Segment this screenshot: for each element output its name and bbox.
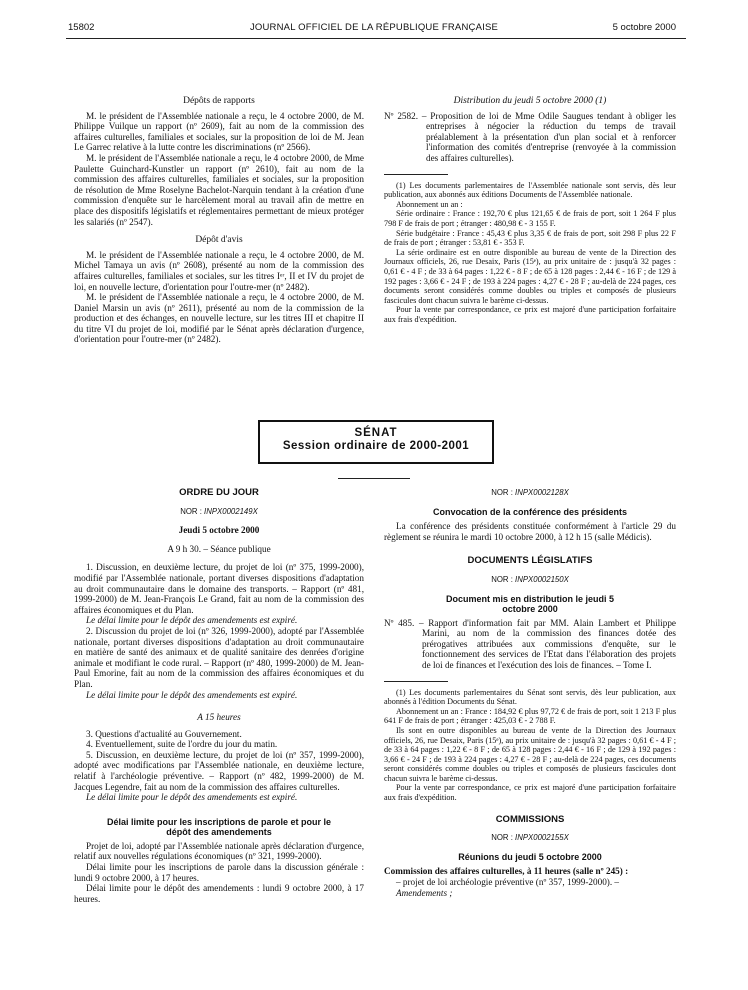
nor-reference: NOR : INPX0002150X (491, 574, 569, 584)
distribution-item: Nº 2582. – Proposition de loi de Mme Odile Saugues tendant à obliger les entreprises à négocier la réduction du temps de travail préalablement à la présentation d'un plan social et à renforcer l'information des comités d'entreprise (renvoyée à la commission des affaires culturelles). (384, 110, 676, 163)
page-number: 15802 (68, 22, 95, 33)
delai-note: Le délai limite pour le dépôt des amendements est expiré. (86, 689, 298, 700)
agenda-item: 4. Eventuellement, suite de l'ordre du jour du matin. (86, 739, 278, 750)
footnote-rule (384, 174, 448, 175)
footnote-line: La série ordinaire est en outre disponible au bureau de vente de la Direction des Journaux officiels, 26, rue Desaix, Paris (15ᵉ), au prix unitaire de : jusqu'à 32 pages : 0,61 € - 4 F ; de 33 à 64 pages : 1,22 € - 8 F ; de 65 à 128 pages : 2,44 € - 16 F ; de 129 à 192 pages : 3,66 € - 24 F ; de 193 à 224 pages : 4,27 € - 28 F ; au-delà de 224 pages, ces documents seront considérés comme doubles ou triples et composés de plusieurs fascicules dont chacun suivra le barème ci-dessus. (384, 247, 676, 305)
header-rule (66, 38, 686, 39)
convocation-text: La conférence des présidents constituée conformément à l'article 29 du règlement se réunira le mardi 10 octobre 2000, à 12 h 15 (salle Médicis). (384, 521, 676, 542)
delai-amendements: Délai limite pour le dépôt des amendements : lundi 9 octobre 2000, à 17 heures. (74, 883, 364, 904)
footnote-line: Abonnement un an : France : 184,92 € plus 97,72 € de frais de port, soit 1 213 F plus 641 F de frais de port ; étranger : 425,03 € - 2 788 F. (384, 706, 676, 726)
agenda-item: 2. Discussion du projet de loi (nº 326, 1999-2000), adopté par l'Assemblée nationale, portant diverses dispositions d'adaptation au droit communautaire en matière de santé des animaux et de qualité sanitaire des denrées d'origine animale et modifiant le code rural. – Rapport (nº 480, 1999-2000) de M. Jean-Paul Emorine, fait au nom de la commission des affaires économiques et du Plan. (74, 625, 364, 689)
delai-note: Le délai limite pour le dépôt des amendements est expiré. (86, 615, 298, 626)
commission-item: – projet de loi archéologie préventive (nº 357, 1999-2000). – (396, 877, 620, 888)
ordre-du-jour-heading: ORDRE DU JOUR (179, 487, 259, 498)
footnote-line: (1) Les documents parlementaires du Sénat sont servis, dès leur publication, aux abonnés à l'édition Documents du Sénat. (384, 687, 676, 707)
convocation-heading: Convocation de la conférence des présidents (432, 506, 628, 517)
reunions-heading: Réunions du jeudi 5 octobre 2000 (458, 851, 602, 862)
report-paragraph: M. le président de l'Assemblée nationale a reçu, le 4 octobre 2000, de M. Philippe Vuilque un rapport (nº 2609), fait au nom de la commission des affaires culturelles, familiales et sociales, sur la proposition de loi de M. Jean Le Garrec relative à la lutte contre les discriminations (nº 2566). (74, 110, 364, 153)
session-time: A 9 h 30. – Séance publique (167, 543, 271, 554)
document-heading: Document mis en distribution le jeudi 5 octobre 2000 (445, 593, 615, 614)
section-rule (338, 478, 410, 479)
day-heading: Jeudi 5 octobre 2000 (178, 525, 260, 536)
agenda-item: 3. Questions d'actualité au Gouvernement. (86, 728, 242, 739)
agenda-item: 5. Discussion, en deuxième lecture, du projet de loi (nº 357, 1999-2000), adopté avec modifications par l'Assemblée nationale, en deuxième lecture, relatif à l'archéologie préventive. – Rapport (nº 482, 1999-2000) de M. Jacques Legendre, fait au nom de la commission des affaires culturelles. (74, 749, 364, 792)
document-item: Nº 485. – Rapport d'information fait par MM. Alain Lambert et Philippe Marini, au nom de la commission des finances dotée des prérogatives attribuées aux commissions d'enquête, sur le fonctionnement des services de l'Etat dans l'élaboration des projets de loi de finances et l'exécution des lois de finances. – Tome I. (384, 617, 676, 670)
footnote-line: Pour la vente par correspondance, ce prix est majoré d'une participation forfaitaire aux frais d'expédition. (384, 783, 676, 803)
commission-line: Commission des affaires culturelles, à 11 heures (salle nº 245) : (384, 866, 629, 877)
senat-title-box (258, 420, 494, 464)
nor-reference: NOR : INPX0002155X (491, 833, 569, 843)
footnote-line: Série ordinaire : France : 192,70 € plus 121,65 € de frais de port, soit 1 264 F plus 798 F de frais de port ; étranger : 480,98 € - 3 155 F. (384, 209, 676, 228)
reports-heading: Dépôts de rapports (183, 96, 255, 106)
left-bottom-column (74, 488, 364, 904)
left-top-column (74, 90, 364, 345)
delai-note: Le délai limite pour le dépôt des amendements est expiré. (86, 792, 298, 803)
right-bottom-column (384, 488, 676, 898)
footnote-line: Pour la vente par correspondance, ce prix est majoré d'une participation forfaitaire aux frais d'expédition. (384, 305, 676, 324)
footnote-line: Abonnement un an : (396, 199, 463, 209)
header-date: 5 octobre 2000 (612, 22, 676, 33)
nor-reference: NOR : INPX0002149X (180, 506, 258, 516)
footnote-line: (1) Les documents parlementaires de l'Assemblée nationale sont servis, dès leur publication, aux abonnés aux éditions Documents de l'Assemblée nationale. (384, 180, 676, 200)
footnote-rule (384, 681, 448, 682)
report-paragraph: M. le président de l'Assemblée nationale a reçu, le 4 octobre 2000, de Mme Paulette Guinchard-Kunstler un rapport (nº 2610), fait au nom de la commission des affaires culturelles, familiales et sociales, sur la proposition de résolution de Mme Roselyne Bachelot-Narquin tendant à la création d'une commission d'enquête sur le harcèlement moral au travail afin de mettre en place des dispositifs législatifs et réglementaires permettant de mieux protéger les salariés (nº 2547). (74, 152, 364, 227)
avis-paragraph: M. le président de l'Assemblée nationale a reçu, le 4 octobre 2000, de M. Daniel Marsin un avis (nº 2611), présenté au nom de la commission de la production et des échanges, en nouvelle lecture, sur les titres III et chapitre II du titre VI du projet de loi, modifié par le Sénat après déclaration d'urgence, d'orientation pour l'outre-mer (nº 2482). (74, 292, 364, 345)
avis-paragraph: M. le président de l'Assemblée nationale a reçu, le 4 octobre 2000, de M. Michel Tamaya un avis (nº 2608), présenté au nom de la commission des affaires culturelles, familiales et sociales, sur les titres Iᵉʳ, II et IV du projet de loi, en nouvelle lecture, d'orientation pour l'outre-mer (nº 2482). (74, 249, 364, 292)
session-title: Session ordinaire de 2000-2001 (282, 440, 470, 452)
nor-reference: NOR : INPX0002128X (491, 488, 569, 497)
avis-heading: Dépôt d'avis (195, 235, 243, 246)
commission-item-continued: Amendements ; (396, 887, 453, 898)
page-header (0, 22, 748, 36)
commissions-heading: COMMISSIONS (495, 813, 565, 825)
documents-legislatifs-heading: DOCUMENTS LÉGISLATIFS (467, 555, 593, 567)
journal-title: JOURNAL OFFICIEL DE LA RÉPUBLIQUE FRANÇAISE (249, 22, 499, 33)
agenda-item: 1. Discussion, en deuxième lecture, du projet de loi (nº 375, 1999-2000), modifié par l'Assemblée nationale, portant diverses dispositions d'adaptation au droit communautaire dans le domaine des transports. – Rapport (nº 481, 1999-2000) de M. Jean-François Le Grand, fait au nom de la commission des affaires économiques et du Plan. (74, 562, 364, 615)
session-time: A 15 heures (197, 712, 241, 723)
distribution-heading: Distribution du jeudi 5 octobre 2000 (1) (453, 96, 607, 106)
footnote-line: Ils sont en outre disponibles au bureau de vente de la Direction des Journaux officiels, 26, rue Desaix, Paris (15ᵉ), au prix unitaire de : jusqu'à 32 pages : 0,61 € - 4 F ; de 33 à 64 pages : 1,22 € - 8 F ; de 65 à 128 pages : 2,44 € - 16 F ; de 129 à 192 pages : 3,66 € - 24 F ; de 193 à 224 pages : 4,27 € - 28 F ; au-delà de 224 pages, ces documents seront considérés comme doubles ou triples et composés de plusieurs fascicules dont chacun suivra le barème ci-dessus. (384, 725, 676, 783)
footnote-line: Série budgétaire : France : 45,43 € plus 3,35 € de frais de port, soit 298 F plus 22 F de frais de port ; étranger : 53,81 € - 353 F. (384, 228, 676, 248)
senat-title: SÉNAT (354, 427, 398, 439)
delai-heading: Délai limite pour les inscriptions de parole et pour le dépôt des amendements (106, 816, 332, 837)
right-top-column (384, 90, 676, 324)
delai-intro: Projet de loi, adopté par l'Assemblée nationale après déclaration d'urgence, relatif aux nouvelles régulations économiques (nº 321, 1999-2000). (74, 840, 364, 862)
delai-parole: Délai limite pour les inscriptions de parole dans la discussion générale : lundi 9 octobre 2000, à 17 heures. (74, 862, 364, 883)
